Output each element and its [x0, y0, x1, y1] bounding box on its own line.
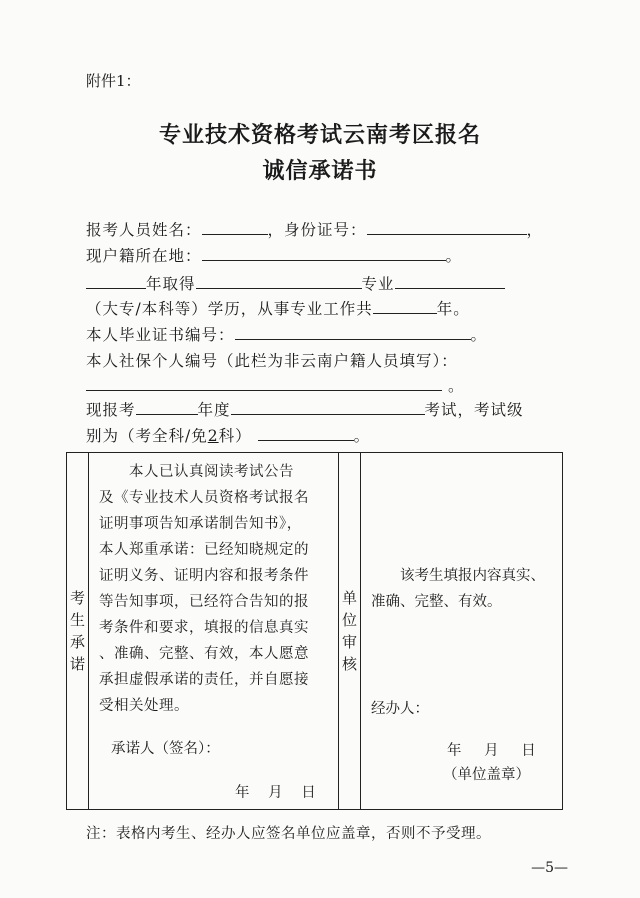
- handler-label[interactable]: 经办人：: [371, 701, 429, 717]
- pledge-cell: [89, 453, 339, 810]
- form-line-domicile: 现户籍所在地： 。: [86, 247, 463, 265]
- pledge-table: [66, 452, 563, 810]
- document-title: 专业技术资格考试云南考区报名: [158, 122, 481, 148]
- candidate-pledge-label: 考 生 承 诺: [67, 453, 89, 810]
- unit-review-label: 单 位 审 核: [339, 453, 361, 810]
- exam-level-field[interactable]: [258, 426, 354, 441]
- unit-stamp-label: （单位盖章）: [443, 767, 530, 783]
- exam-year-field[interactable]: [136, 400, 198, 415]
- domicile-field[interactable]: [202, 246, 446, 261]
- exam-name-field[interactable]: [231, 400, 425, 415]
- pledge-date: 年 月 日: [235, 785, 316, 801]
- form-line-name: 报考人员姓名： ，身份证号： ，: [86, 221, 544, 239]
- major-field[interactable]: [196, 274, 362, 289]
- certificate-number-field[interactable]: [235, 325, 471, 340]
- major-extra-field[interactable]: [395, 274, 505, 289]
- form-line-exam: 现报考 年度 考试，考试级: [86, 401, 524, 419]
- page-number: —5—: [531, 860, 568, 876]
- document-subtitle: 诚信承诺书: [262, 158, 378, 184]
- work-years-field[interactable]: [373, 299, 437, 314]
- form-line-social: 本人社保个人编号（此栏为非云南户籍人员填写）：: [86, 352, 458, 370]
- id-number-field[interactable]: [367, 220, 527, 235]
- exempt-count: 2: [207, 427, 219, 445]
- form-line-social-blank: 。: [86, 374, 464, 396]
- signer-label[interactable]: 承诺人（签名）：: [111, 741, 220, 757]
- form-line-education: （大专/本科等）学历，从事专业工作共 年。: [86, 300, 470, 318]
- footnote: 注：表格内考生、经办人应签名单位应盖章，否则不予受理。: [86, 826, 491, 842]
- form-line-certificate: 本人毕业证书编号： 。: [86, 326, 488, 344]
- name-field[interactable]: [202, 220, 268, 235]
- form-line-degree: 年取得 专业: [86, 272, 505, 294]
- annex-label: 附件1：: [86, 72, 141, 90]
- review-date: 年 月 日: [447, 743, 536, 759]
- review-cell: [361, 453, 563, 810]
- social-security-field[interactable]: [86, 376, 442, 391]
- pledge-text: 本人已认真阅读考试公告 及《专业技术人员资格考试报名 证明事项告知承诺制告知书》， 本人郑重承诺：已经知晓规定的 证明义务、证明内容和报考条件 等告知事项，已经符合告知的报 考条件和要求，填报的信息真实 、准确、完整、有效，本人愿意 承担虚假承诺的责任，并自愿接 受相关处理。: [99, 464, 309, 714]
- degree-year-field[interactable]: [86, 274, 146, 289]
- form-line-level: 别为（考全科/免2科） 。: [86, 427, 371, 445]
- review-text: 该考生填报内容真实、准确、完整、有效。: [371, 568, 545, 610]
